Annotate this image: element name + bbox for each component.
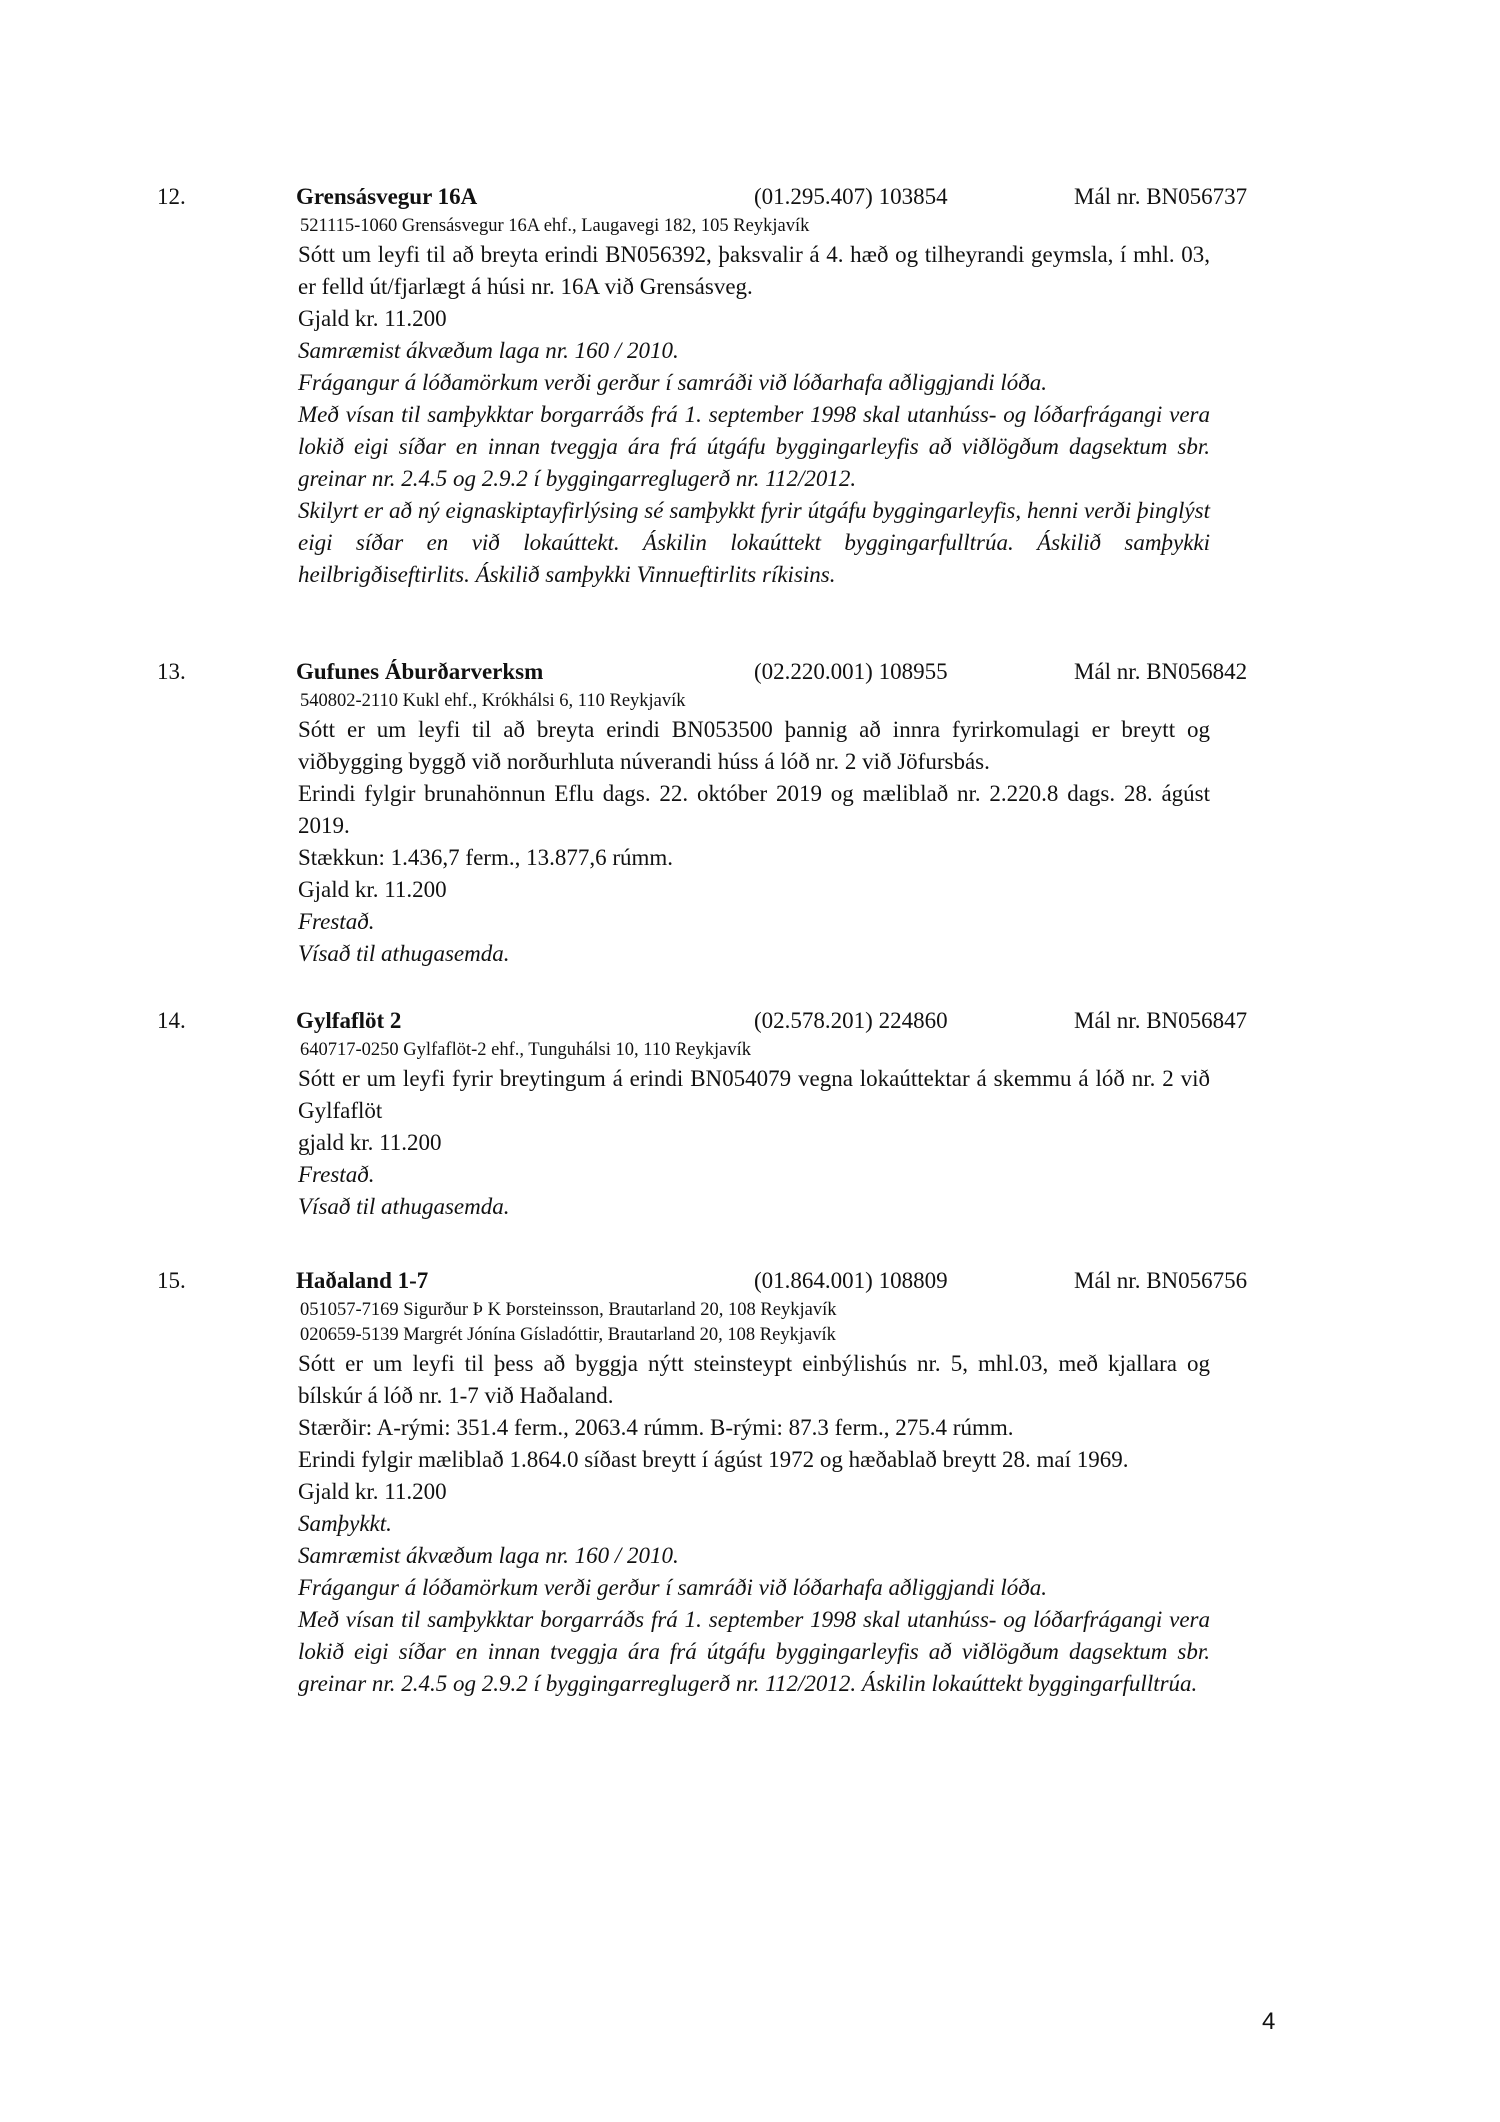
entry-header [157,655,1284,689]
entry-case-number: Mál nr. BN056756 [1074,1268,1248,1293]
entry-text: Með vísan til samþykktar borgarráðs frá 1. september 1998 skal utanhúss- og lóðarfrágangi vera lokið eigi síðar en innan tveggja ára frá útgáfu byggingarleyfis að viðlögðum dagsektum sbr. greinar nr. 2.4.5 og 2.9.2 í byggingarreglugerð nr. 112/2012. Áskilin lokaúttekt byggingarfulltrúa. [298,1607,1210,1696]
entry-number: 12. [157,184,186,209]
entry-number: 14. [157,1008,186,1033]
entry-land-id: (02.578.201) 224860 [754,1008,948,1033]
entry-owner: 540802-2110 Kukl ehf., Krókhálsi 6, 110 Reykjavík [300,691,686,711]
entry-text: Stærðir: A-rými: 351.4 ferm., 2063.4 rúmm. B-rými: 87.3 ferm., 275.4 rúmm. [298,1415,1014,1440]
entry-owner: 640717-0250 Gylfaflöt-2 ehf., Tunguhálsi 10, 110 Reykjavík [300,1040,751,1060]
page-number: 4 [1262,2008,1276,2035]
entry-text: Sótt er um leyfi til að breyta erindi BN053500 þannig að innra fyrirkomulagi er breytt og viðbygging byggð við norðurhluta núverandi húss á lóð nr. 2 við Jöfursbás. [298,717,1210,774]
entry-text: Stækkun: 1.436,7 ferm., 13.877,6 rúmm. [298,845,674,870]
entry-text: Sótt er um leyfi til þess að byggja nýtt steinsteypt einbýlishús nr. 5, mhl.03, með kjallara og bílskúr á lóð nr. 1-7 við Haðaland. [298,1351,1210,1408]
entry-owner: 020659-5139 Margrét Jónína Gísladóttir, Brautarland 20, 108 Reykjavík [300,1325,836,1345]
entry-text: Frágangur á lóðamörkum verði gerður í samráði við lóðarhafa aðliggjandi lóða. [298,1575,1047,1600]
entry-text: Með vísan til samþykktar borgarráðs frá 1. september 1998 skal utanhúss- og lóðarfrágangi vera lokið eigi síðar en innan tveggja ára frá útgáfu byggingarleyfis að viðlögðum dagsektum sbr. greinar nr. 2.4.5 og 2.9.2 í byggingarreglugerð nr. 112/2012. [298,402,1210,491]
entry-text: Samþykkt. [298,1511,392,1536]
entry-case-number: Mál nr. BN056737 [1074,184,1248,209]
entry-text: Erindi fylgir mæliblað 1.864.0 síðast breytt í ágúst 1972 og hæðablað breytt 28. maí 1969. [298,1447,1129,1472]
entry-header [157,180,1284,214]
entry-14 [157,1004,1284,1223]
entry-text: Erindi fylgir brunahönnun Eflu dags. 22. október 2019 og mæliblað nr. 2.220.8 dags. 28. ágúst 2019. [298,781,1210,838]
entry-body [224,714,1210,970]
entry-number: 15. [157,1268,186,1293]
entry-land-id: (01.864.001) 108809 [754,1268,948,1293]
entry-header [157,1004,1284,1038]
entry-text: Sótt er um leyfi fyrir breytingum á erindi BN054079 vegna lokaúttektar á skemmu á lóð nr. 2 við Gylfaflöt [298,1066,1210,1123]
entry-land-id: (01.295.407) 103854 [754,184,948,209]
entry-address: Haðaland 1-7 [296,1268,429,1293]
entry-text: Gjald kr. 11.200 [298,1479,447,1504]
entry-header [157,1264,1284,1298]
entry-text: Samræmist ákvæðum laga nr. 160 / 2010. [298,338,679,363]
entry-text: Vísað til athugasemda. [298,1194,510,1219]
entry-address: Gylfaflöt 2 [296,1008,402,1033]
entry-text: Sótt um leyfi til að breyta erindi BN056392, þaksvalir á 4. hæð og tilheyrandi geymsla, í mhl. 03, er felld út/fjarlægt á húsi nr. 16A við Grensásveg. [298,242,1210,299]
entry-body [224,1348,1210,1700]
entry-text: Gjald kr. 11.200 [298,306,447,331]
entry-15 [157,1264,1284,1700]
entry-address: Gufunes Áburðarverksm [296,659,544,684]
entry-text: gjald kr. 11.200 [298,1130,442,1155]
entry-case-number: Mál nr. BN056842 [1074,659,1248,684]
entry-body [224,1063,1210,1223]
entry-body [224,239,1210,591]
entry-text: Skilyrt er að ný eignaskiptayfirlýsing sé samþykkt fyrir útgáfu byggingarleyfis, henni verði þinglýst eigi síðar en við lokaúttekt. Áskilin lokaúttekt byggingarfulltrúa. Áskilið samþykki heilbrigðiseftirlits. Áskilið samþykki Vinnueftirlits ríkisins. [298,498,1210,587]
entry-owner: 521115-1060 Grensásvegur 16A ehf., Laugavegi 182, 105 Reykjavík [300,216,810,236]
entry-text: Frágangur á lóðamörkum verði gerður í samráði við lóðarhafa aðliggjandi lóða. [298,370,1047,395]
entry-text: Frestað. [298,909,375,934]
entry-text: Vísað til athugasemda. [298,941,510,966]
entry-12 [157,180,1284,591]
entry-owner: 051057-7169 Sigurður Þ K Þorsteinsson, Brautarland 20, 108 Reykjavík [300,1300,837,1320]
entry-text: Gjald kr. 11.200 [298,877,447,902]
entry-land-id: (02.220.001) 108955 [754,659,948,684]
entry-case-number: Mál nr. BN056847 [1074,1008,1248,1033]
entry-number: 13. [157,659,186,684]
entry-text: Frestað. [298,1162,375,1187]
entry-address: Grensásvegur 16A [296,184,478,209]
entry-13 [157,655,1284,970]
entry-text: Samræmist ákvæðum laga nr. 160 / 2010. [298,1543,679,1568]
